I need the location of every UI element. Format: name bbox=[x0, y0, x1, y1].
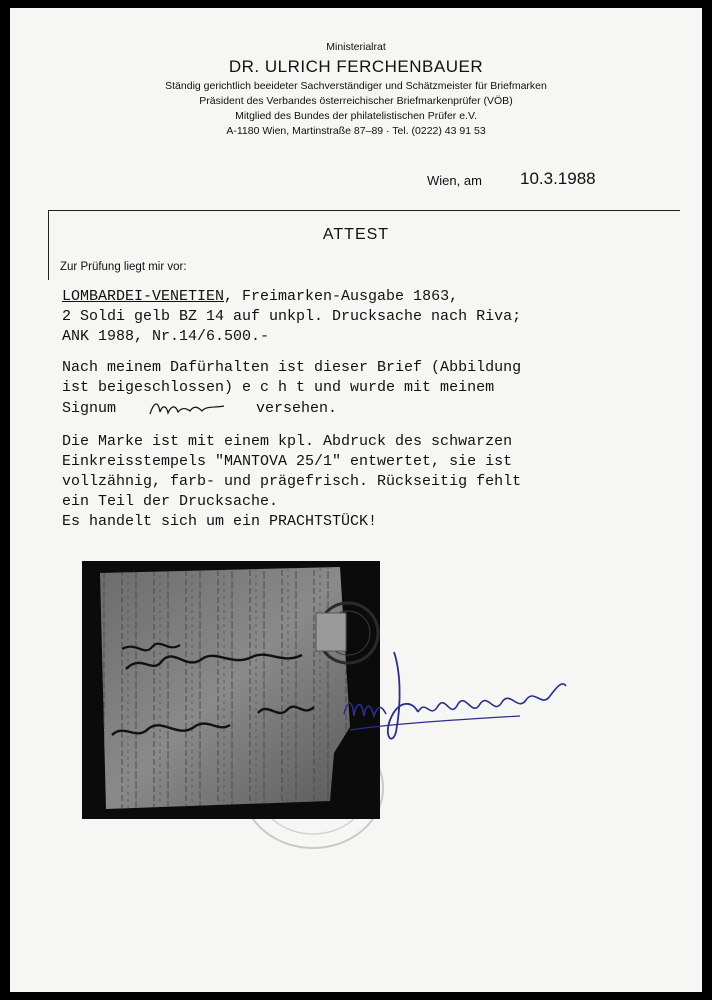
condition-line-5: Es handelt sich um ein PRACHTSTÜCK! bbox=[62, 513, 378, 530]
divider-left bbox=[48, 210, 49, 280]
description-term: LOMBARDEI-VENETIEN bbox=[62, 288, 225, 305]
letterhead-line-2: Präsident des Verbandes österreichischer Briefmarkenprüfer (VÖB) bbox=[199, 95, 513, 107]
opinion-line-1: Nach meinem Dafürhalten ist dieser Brief (Abbildung bbox=[62, 359, 522, 376]
intro-text: Zur Prüfung liegt mir vor: bbox=[60, 261, 187, 273]
letterhead-address: A-1180 Wien, Martinstraße 87–89 · Tel. (0222) 43 91 53 bbox=[226, 125, 486, 137]
condition-line-2: Einkreisstempels "MANTOVA 25/1" entwertet, sie ist bbox=[62, 453, 513, 470]
letterhead-rank: Ministerialrat bbox=[326, 41, 386, 53]
divider-top bbox=[48, 210, 680, 211]
opinion-line-2: ist beigeschlossen) e c h t und wurde mit meinem bbox=[62, 379, 495, 396]
small-signature-icon bbox=[148, 398, 226, 420]
letterhead-line-3: Mitglied des Bundes der philatelistischen Prüfer e.V. bbox=[235, 110, 477, 122]
condition-line-4: ein Teil der Drucksache. bbox=[62, 493, 279, 510]
opinion-line-3-start: Signum bbox=[62, 400, 117, 417]
expert-signature-icon bbox=[330, 640, 580, 760]
condition-line-3: vollzähnig, farb- und prägefrisch. Rückseitig fehlt bbox=[62, 473, 522, 490]
description-line-1-rest: , Freimarken-Ausgabe 1863, bbox=[224, 288, 459, 305]
dateline-date: 10.3.1988 bbox=[520, 169, 596, 188]
dateline-place: Wien, am bbox=[427, 173, 482, 188]
opinion-line-3-end: versehen. bbox=[256, 400, 338, 417]
letterhead-line-1: Ständig gerichtlich beeideter Sachverständiger und Schätzmeister für Briefmarken bbox=[165, 80, 547, 92]
condition-line-1: Die Marke ist mit einem kpl. Abdruck des schwarzen bbox=[62, 433, 513, 450]
description-line-1 bbox=[62, 288, 458, 305]
description-line-3: ANK 1988, Nr.14/6.500.- bbox=[62, 328, 270, 345]
page-title: ATTEST bbox=[322, 226, 390, 243]
description-line-2: 2 Soldi gelb BZ 14 auf unkpl. Drucksache nach Riva; bbox=[62, 308, 522, 325]
letterhead-name: DR. ULRICH FERCHENBAUER bbox=[228, 57, 484, 76]
